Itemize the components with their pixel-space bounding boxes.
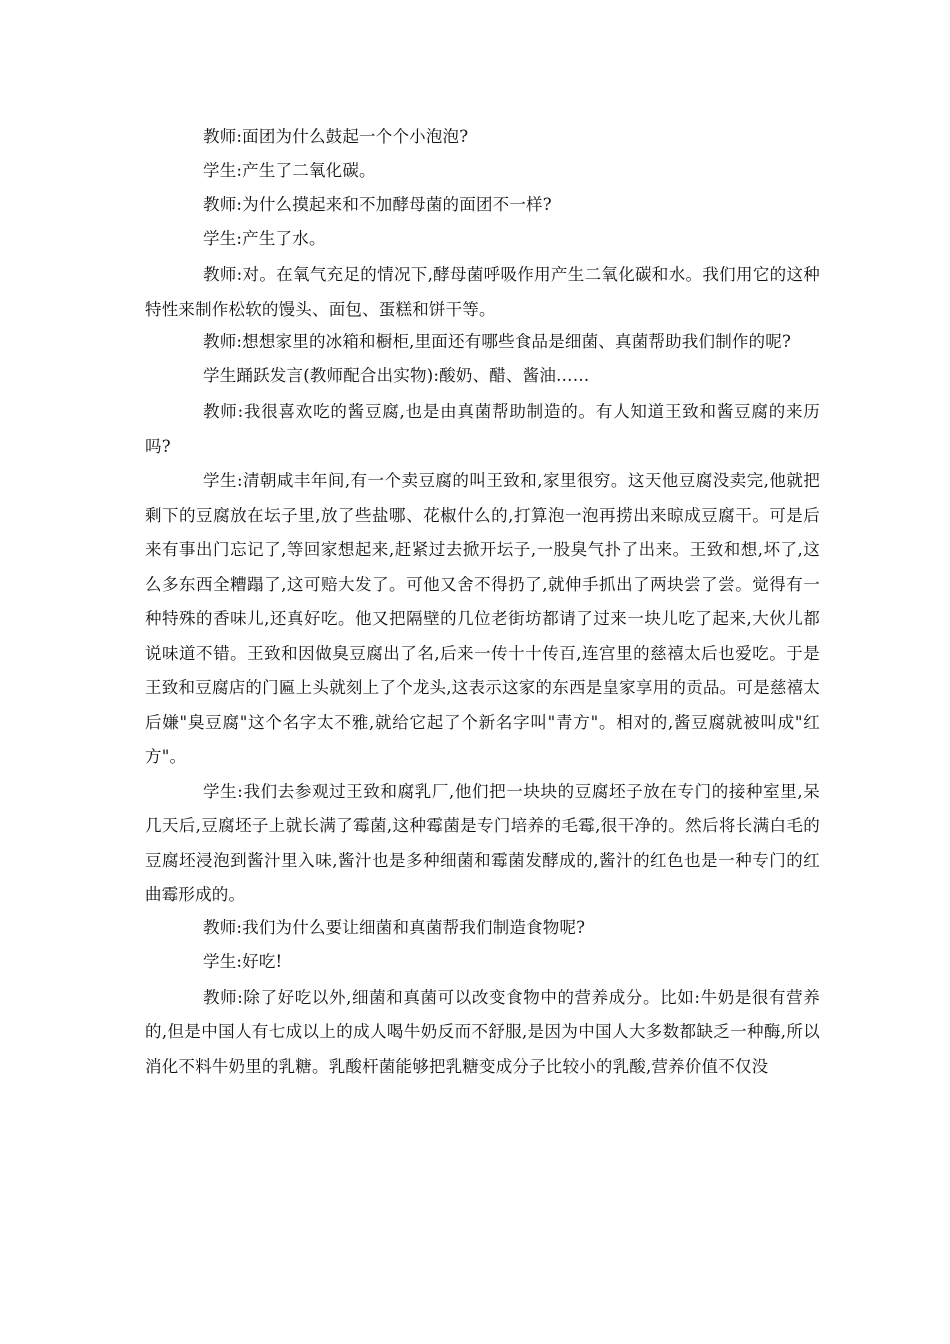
dialogue-paragraph: 教师:我很喜欢吃的酱豆腐,也是由真菌帮助制造的。有人知道王致和酱豆腐的来历吗? (145, 402, 820, 456)
dialogue-paragraph: 学生:我们去参观过王致和腐乳厂,他们把一块块的豆腐坯子放在专门的接种室里,呆几天后,豆腐坯子上就长满了霉菌,这种霉菌是专门培养的毛霉,很干净的。然后将长满白毛的豆腐坯浸泡到酱汁里入味,酱汁也是多种细菌和霉菌发酵成的,酱汁的红色也是一种专门的红曲霉形成的。 (145, 781, 820, 904)
dialogue-paragraph: 教师:为什么摸起来和不加酵母菌的面团不一样? (203, 195, 552, 214)
dialogue-paragraph: 教师:对。在氧气充足的情况下,酵母菌呼吸作用产生二氧化碳和水。我们用它的这种特性来制作松软的馒头、面包、蛋糕和饼干等。 (145, 265, 820, 319)
dialogue-paragraph: 教师:我们为什么要让细菌和真菌帮我们制造食物呢? (203, 917, 586, 937)
dialogue-paragraph: 学生:产生了二氧化碳。 (203, 161, 376, 180)
dialogue-paragraph: 学生:产生了水。 (203, 229, 326, 248)
dialogue-paragraph: 学生:好吃! (203, 951, 283, 971)
document-body (145, 122, 820, 1084)
dialogue-paragraph: 教师:除了好吃以外,细菌和真菌可以改变食物中的营养成分。比如:牛奶是很有营养的,但是中国人有七成以上的成人喝牛奶反而不舒服,是因为中国人大多数都缺乏一种酶,所以消化不料牛奶里的乳糖。乳酸杆菌能够把乳糖变成分子比较小的乳酸,营养价值不仅没 (145, 987, 820, 1076)
dialogue-paragraph: 教师:面团为什么鼓起一个个小泡泡? (203, 127, 469, 146)
dialogue-paragraph: 学生踊跃发言(教师配合出实物):酸奶、醋、酱油…… (203, 366, 590, 385)
dialogue-paragraph: 教师:想想家里的冰箱和橱柜,里面还有哪些食品是细菌、真菌帮助我们制作的呢? (203, 332, 792, 351)
dialogue-paragraph: 学生:清朝咸丰年间,有一个卖豆腐的叫王致和,家里很穷。这天他豆腐没卖完,他就把剩下的豆腐放在坛子里,放了些盐哪、花椒什么的,打算泡一泡再捞出来晾成豆腐干。可是后来有事出门忘记了,等回家想起来,赶紧过去掀开坛子,一股臭气扑了出来。王致和想,坏了,这么多东西全糟蹋了,这可赔大发了。可他又舍不得扔了,就伸手抓出了两块尝了尝。觉得有一种特殊的香味儿,还真好吃。他又把隔壁的几位老街坊都请了过来一块儿吃了起来,大伙儿都说味道不错。王致和因做臭豆腐出了名,后来一传十十传百,连宫里的慈禧太后也爱吃。于是王致和豆腐店的门匾上头就刻上了个龙头,这表示这家的东西是皇家享用的贡品。可是慈禧太后嫌"臭豆腐"这个名字太不雅,就给它起了个新名字叫"青方"。相对的,酱豆腐就被叫成"红方"。 (145, 471, 820, 766)
